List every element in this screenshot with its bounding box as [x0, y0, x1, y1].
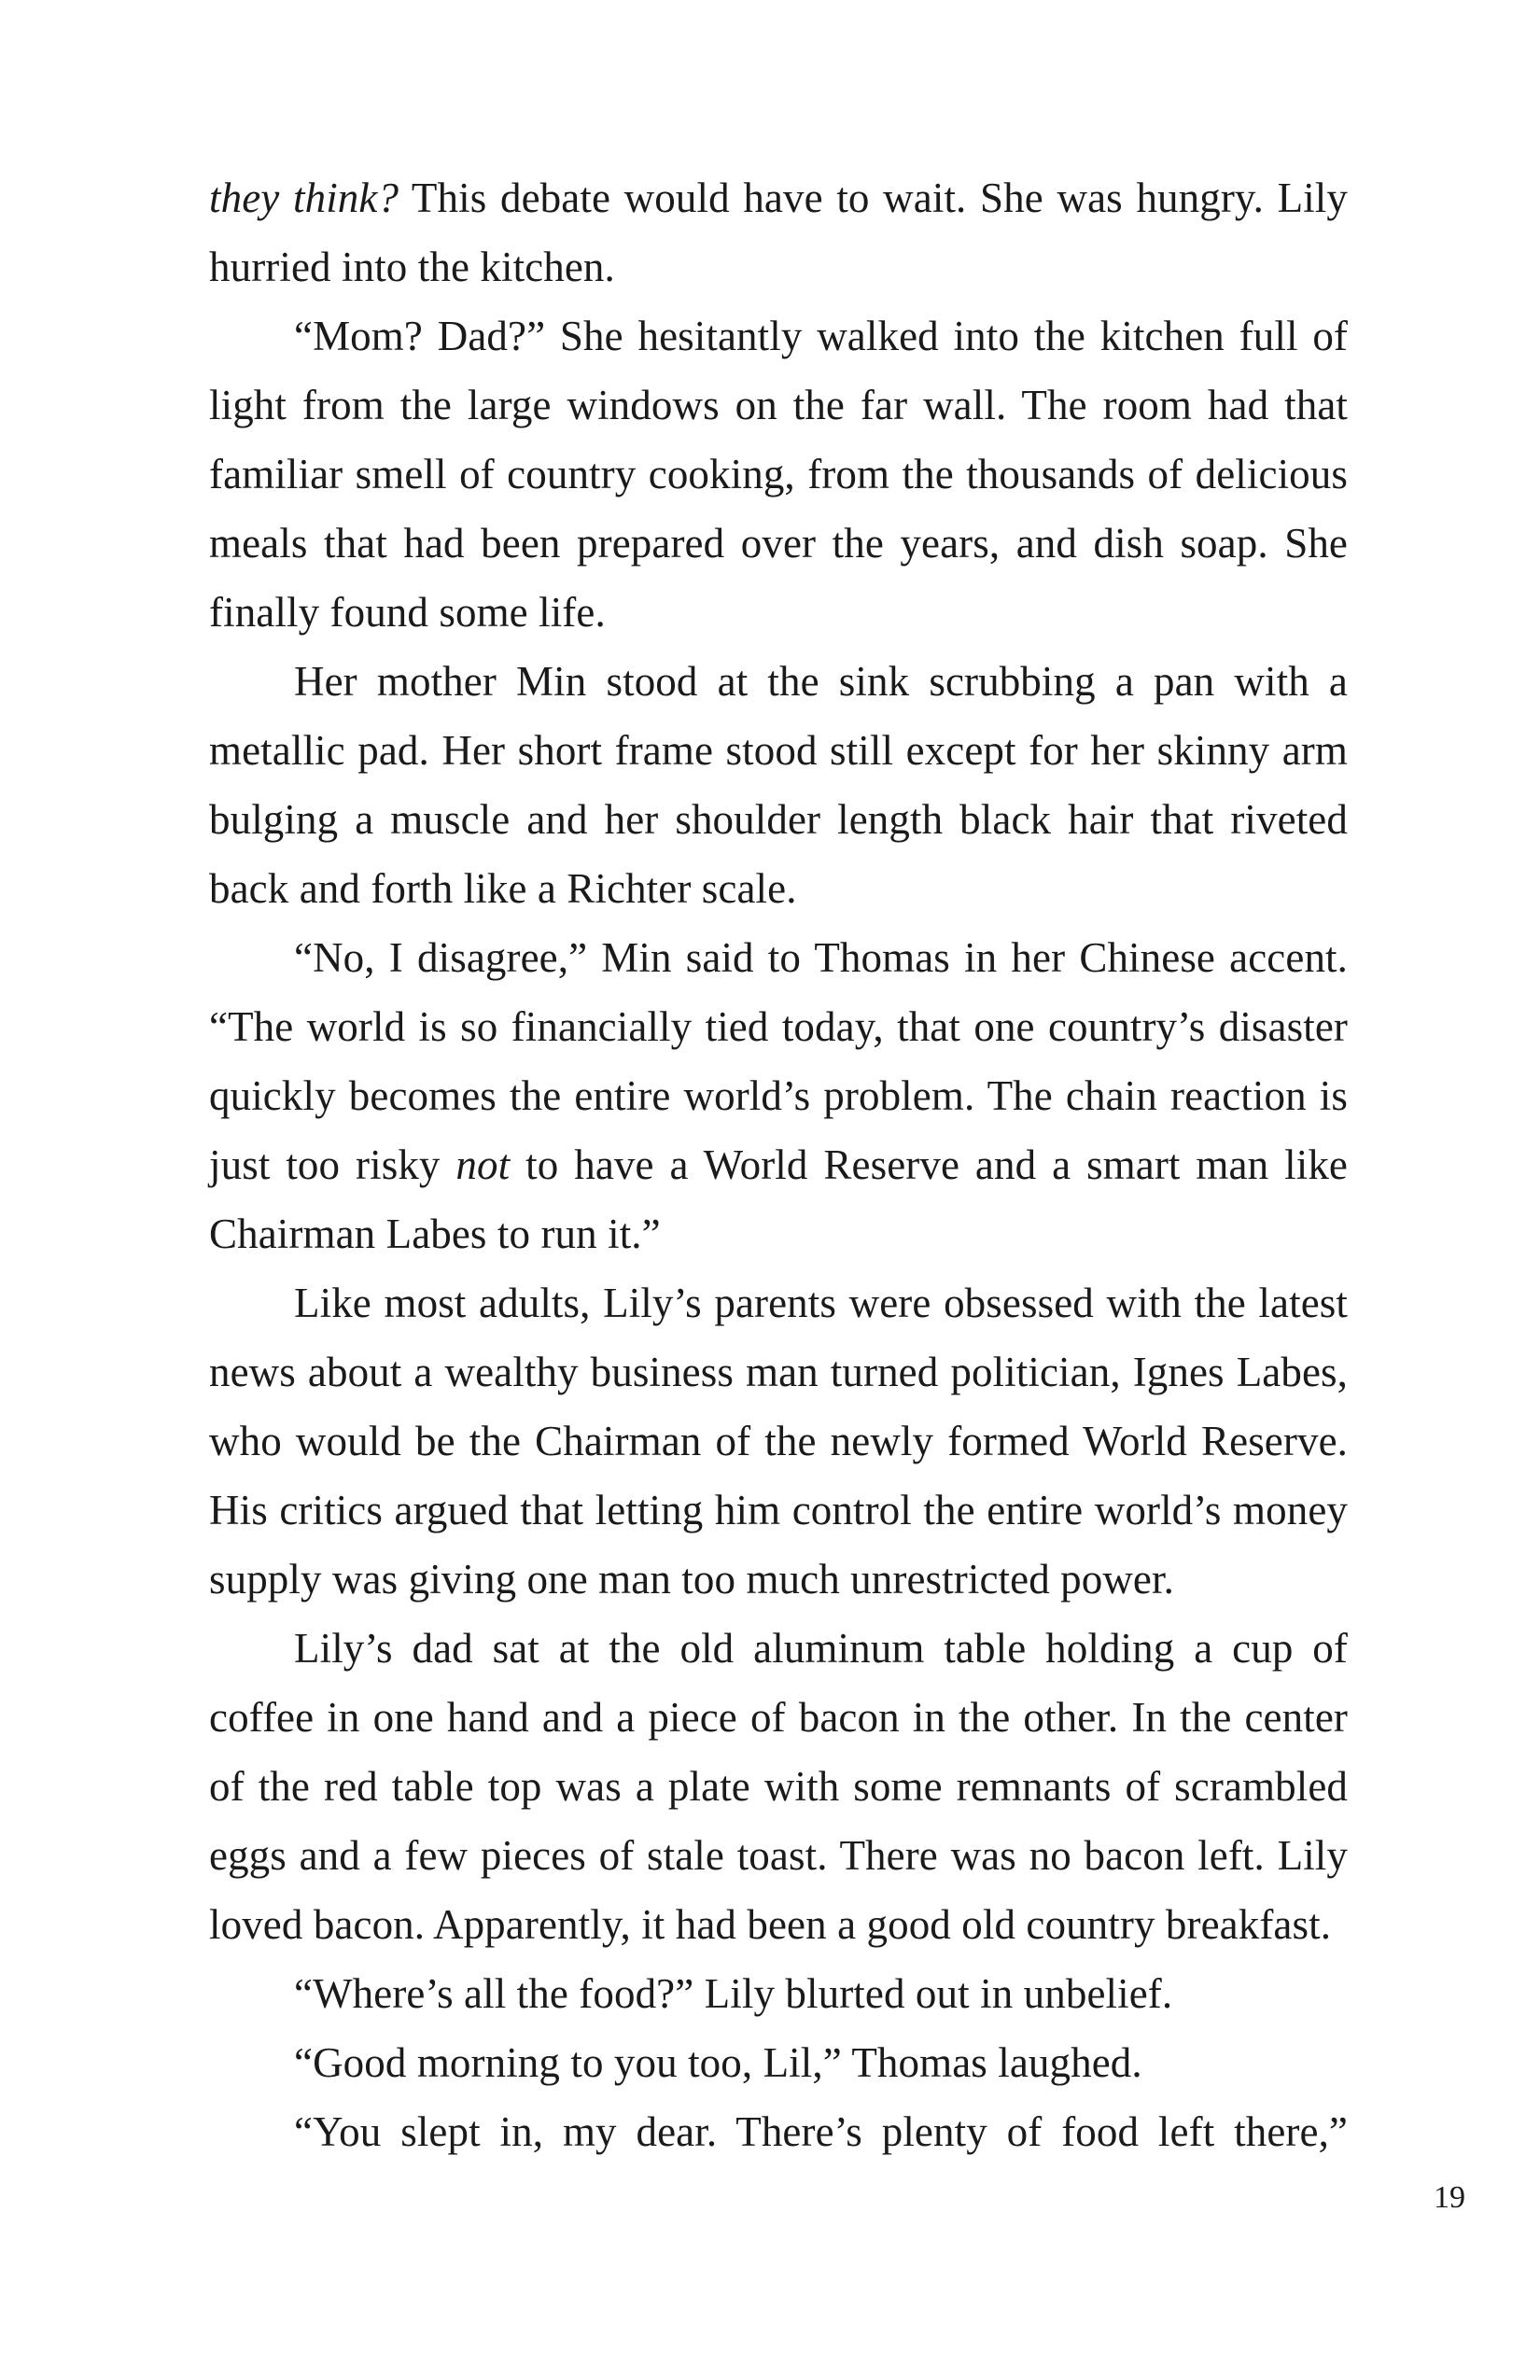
paragraph	[209, 1268, 1348, 1614]
paragraph	[209, 647, 1348, 923]
paragraph	[209, 163, 1348, 301]
paragraph-text: to have a World Reserve and a smart man like Chairman Labes to run it.”	[209, 1141, 1348, 1257]
paragraph-text: “You slept in, my dear. There’s plenty of food left there,”	[294, 2108, 1348, 2155]
paragraph-text: “Mom? Dad?” She hesitantly walked into the kitchen full of light from the large windows on the far wall. The room had that familiar smell of country cooking, from the thousands of delicious meals that had been prepared over the years, and dish soap. She finally found some life.	[209, 313, 1348, 636]
body-text	[209, 163, 1348, 2166]
italic-text: they think?	[209, 175, 399, 221]
paragraph	[209, 2097, 1348, 2166]
paragraph-text: This debate would have to wait. She was hungry. Lily hurried into the kitchen.	[209, 175, 1349, 290]
paragraph	[209, 1959, 1348, 2028]
paragraph-text: Like most adults, Lily’s parents were obsessed with the latest news about a wealthy business man turned politician, Ignes Labes, who would be the Chairman of the newly formed World Reserve. His critics argued that letting him control the entire world’s money supply was giving one man too much unrestricted power.	[209, 1280, 1348, 1603]
paragraph-text: Her mother Min stood at the sink scrubbing a pan with a metallic pad. Her short frame stood still except for her skinny arm bulging a muscle and her shoulder length black hair that riveted back and forth like a Richter scale.	[209, 658, 1348, 912]
paragraph	[209, 923, 1348, 1268]
paragraph-text: “Good morning to you too, Lil,” Thomas laughed.	[294, 2039, 1142, 2086]
paragraph-text: “Where’s all the food?” Lily blurted out in unbelief.	[294, 1970, 1173, 2017]
paragraph-text: Lily’s dad sat at the old aluminum table holding a cup of coffee in one hand and a piece of bacon in the other. In the center of the red table top was a plate with some remnants of scrambled eggs and a few pieces of stale toast. There was no bacon left. Lily loved bacon. Apparently, it had been a good old country breakfast.	[209, 1625, 1348, 1948]
paragraph	[209, 301, 1348, 647]
italic-text: not	[455, 1141, 511, 1188]
paragraph	[209, 1614, 1348, 1959]
paragraph	[209, 2028, 1348, 2097]
page-number: 19	[1434, 2180, 1465, 2215]
paragraph-text: “No, I disagree,” Min said to Thomas in her Chinese accent. “The world is so financially tied today, that one country’s disaster quickly becomes the entire world’s problem. The chain reaction is just too risky	[209, 934, 1348, 1188]
